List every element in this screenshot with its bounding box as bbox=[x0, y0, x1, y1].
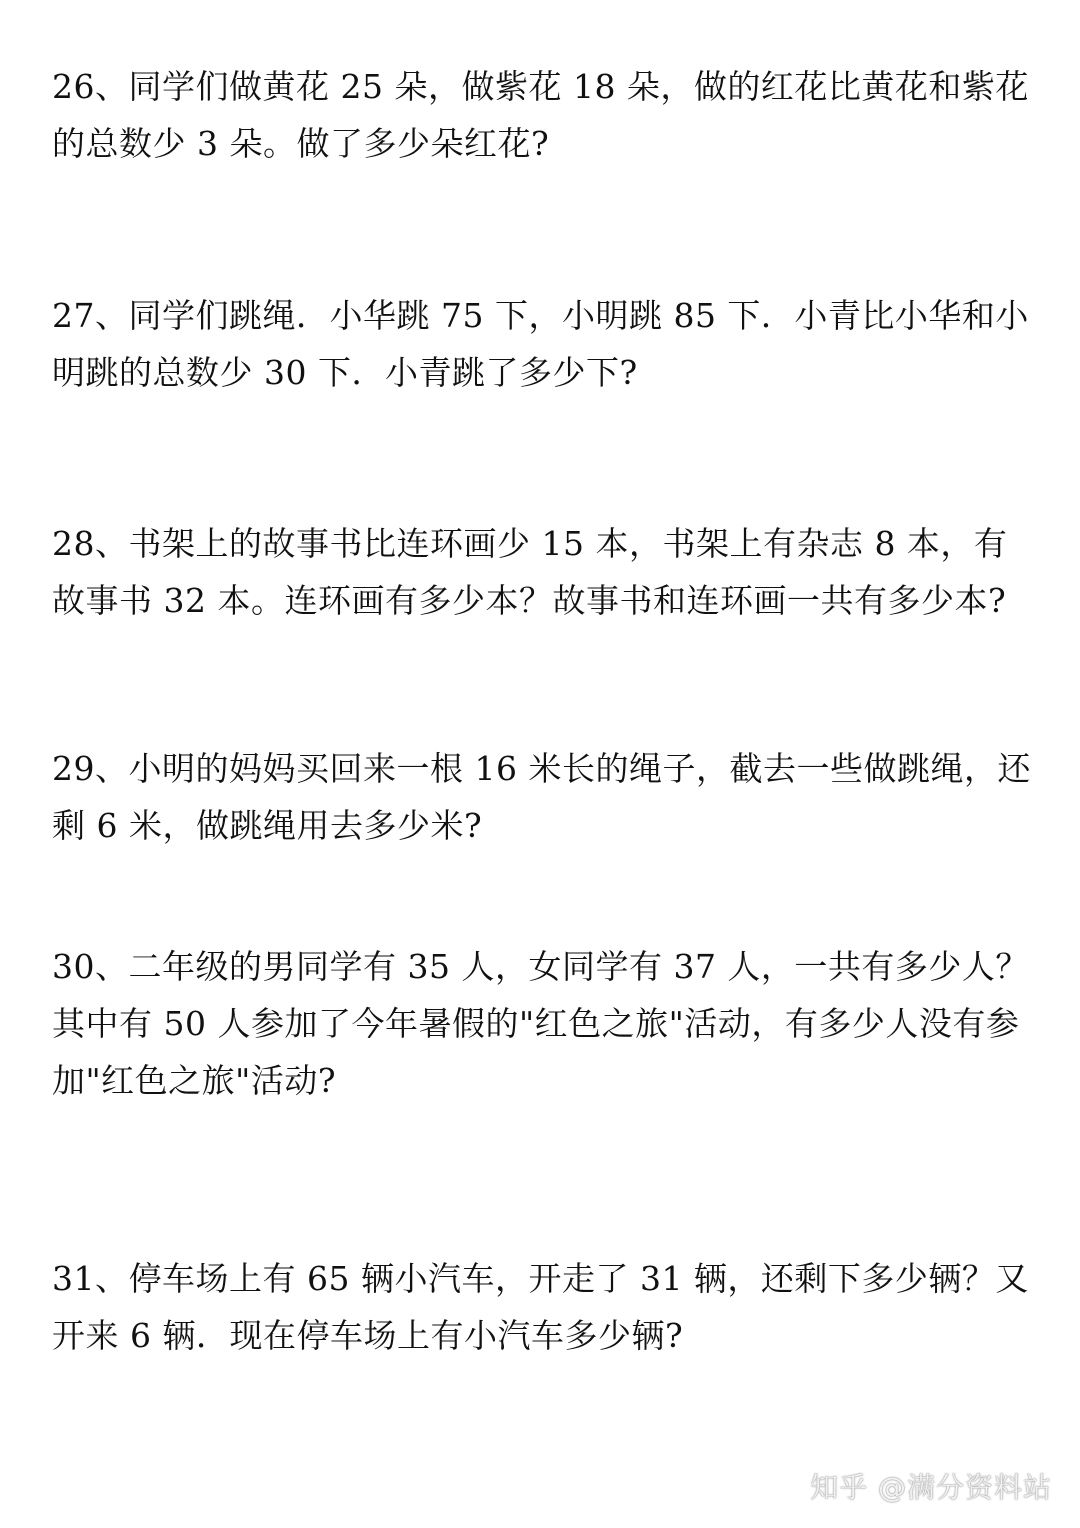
problem-28: 28、书架上的故事书比连环画少 15 本，书架上有杂志 8 本，有故事书 32 本。连环画有多少本？故事书和连环画一共有多少本? bbox=[52, 524, 1008, 620]
problem-30: 30、二年级的男同学有 35 人，女同学有 37 人，一共有多少人？其中有 50 人参加了今年暑假的"红色之旅"活动，有多少人没有参加"红色之旅"活动? bbox=[52, 947, 1029, 1100]
problem-31: 31、停车场上有 65 辆小汽车，开走了 31 辆，还剩下多少辆？又开来 6 辆．现在停车场上有小汽车多少辆? bbox=[52, 1259, 1029, 1355]
watermark: 知乎 @满分资料站 bbox=[810, 1471, 1052, 1504]
problem-27: 27、同学们跳绳．小华跳 75 下，小明跳 85 下．小青比小华和小明跳的总数少 30 下．小青跳了多少下? bbox=[52, 296, 1029, 392]
problem-26: 26、同学们做黄花 25 朵，做紫花 18 朵，做的红花比黄花和紫花的总数少 3 朵。做了多少朵红花? bbox=[52, 67, 1029, 163]
problem-29: 29、小明的妈妈买回来一根 16 米长的绳子，截去一些做跳绳，还剩 6 米，做跳绳用去多少米? bbox=[52, 749, 1031, 845]
